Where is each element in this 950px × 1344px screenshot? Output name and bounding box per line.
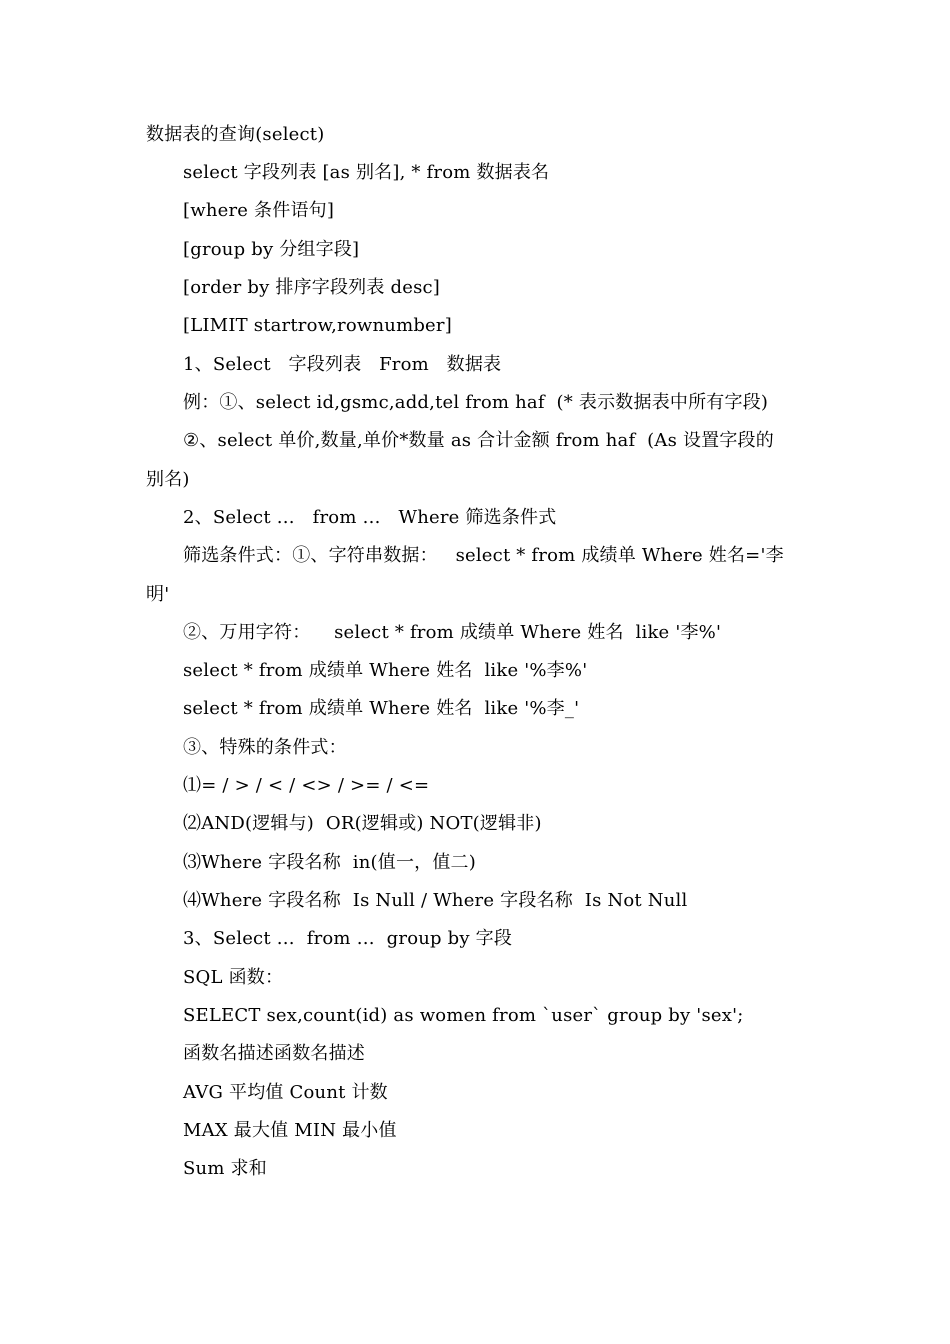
text-line: ⑷Where 字段名称 Is Null / Where 字段名称 Is Not Null <box>183 890 688 911</box>
text-line: AVG 平均值 Count 计数 <box>183 1082 388 1103</box>
text-line: select 字段列表 [as 别名], * from 数据表名 <box>183 162 550 183</box>
text-line: [where 条件语句] <box>183 200 335 221</box>
text-line: 例：①、select id,gsmc,add,tel from haf (* 表示数据表中所有字段) <box>183 392 769 413</box>
text-line: 筛选条件式：①、字符串数据： select * from 成绩单 Where 姓名='李 <box>183 545 784 566</box>
text-line: select * from 成绩单 Where 姓名 like '%李%' <box>183 660 588 681</box>
text-line: ⑵AND(逻辑与) OR(逻辑或) NOT(逻辑非) <box>183 813 542 834</box>
text-line: [group by 分组字段] <box>183 239 360 260</box>
text-line: Sum 求和 <box>183 1158 267 1179</box>
text-line: 函数名描述函数名描述 <box>183 1043 365 1064</box>
text-line: ②、select 单价,数量,单价*数量 as 合计金额 from haf (As 设置字段的 <box>183 430 774 451</box>
text-line: 1、Select 字段列表 From 数据表 <box>183 354 502 375</box>
text-line: MAX 最大值 MIN 最小值 <box>183 1120 397 1141</box>
text-line: 3、Select … from … group by 字段 <box>183 928 513 949</box>
text-line: ⑴= / > / < / <> / >= / <= <box>183 775 430 796</box>
text-line: 2、Select … from … Where 筛选条件式 <box>183 507 557 528</box>
text-line: SQL 函数： <box>183 967 284 988</box>
text-line: ③、特殊的条件式： <box>183 737 347 758</box>
text-line: 别名) <box>146 469 190 490</box>
document-title: 数据表的查询(select) <box>146 124 325 145</box>
text-line: ⑶Where 字段名称 in(值一，值二) <box>183 852 476 873</box>
text-line: [LIMIT startrow,rownumber] <box>183 315 452 336</box>
text-line: ②、万用字符： select * from 成绩单 Where 姓名 like '李%' <box>183 622 722 643</box>
text-line: SELECT sex,count(id) as women from `user` group by 'sex'; <box>183 1005 744 1026</box>
text-line: 明' <box>146 584 170 605</box>
text-line: select * from 成绩单 Where 姓名 like '%李_' <box>183 698 580 719</box>
text-line: [order by 排序字段列表 desc] <box>183 277 441 298</box>
